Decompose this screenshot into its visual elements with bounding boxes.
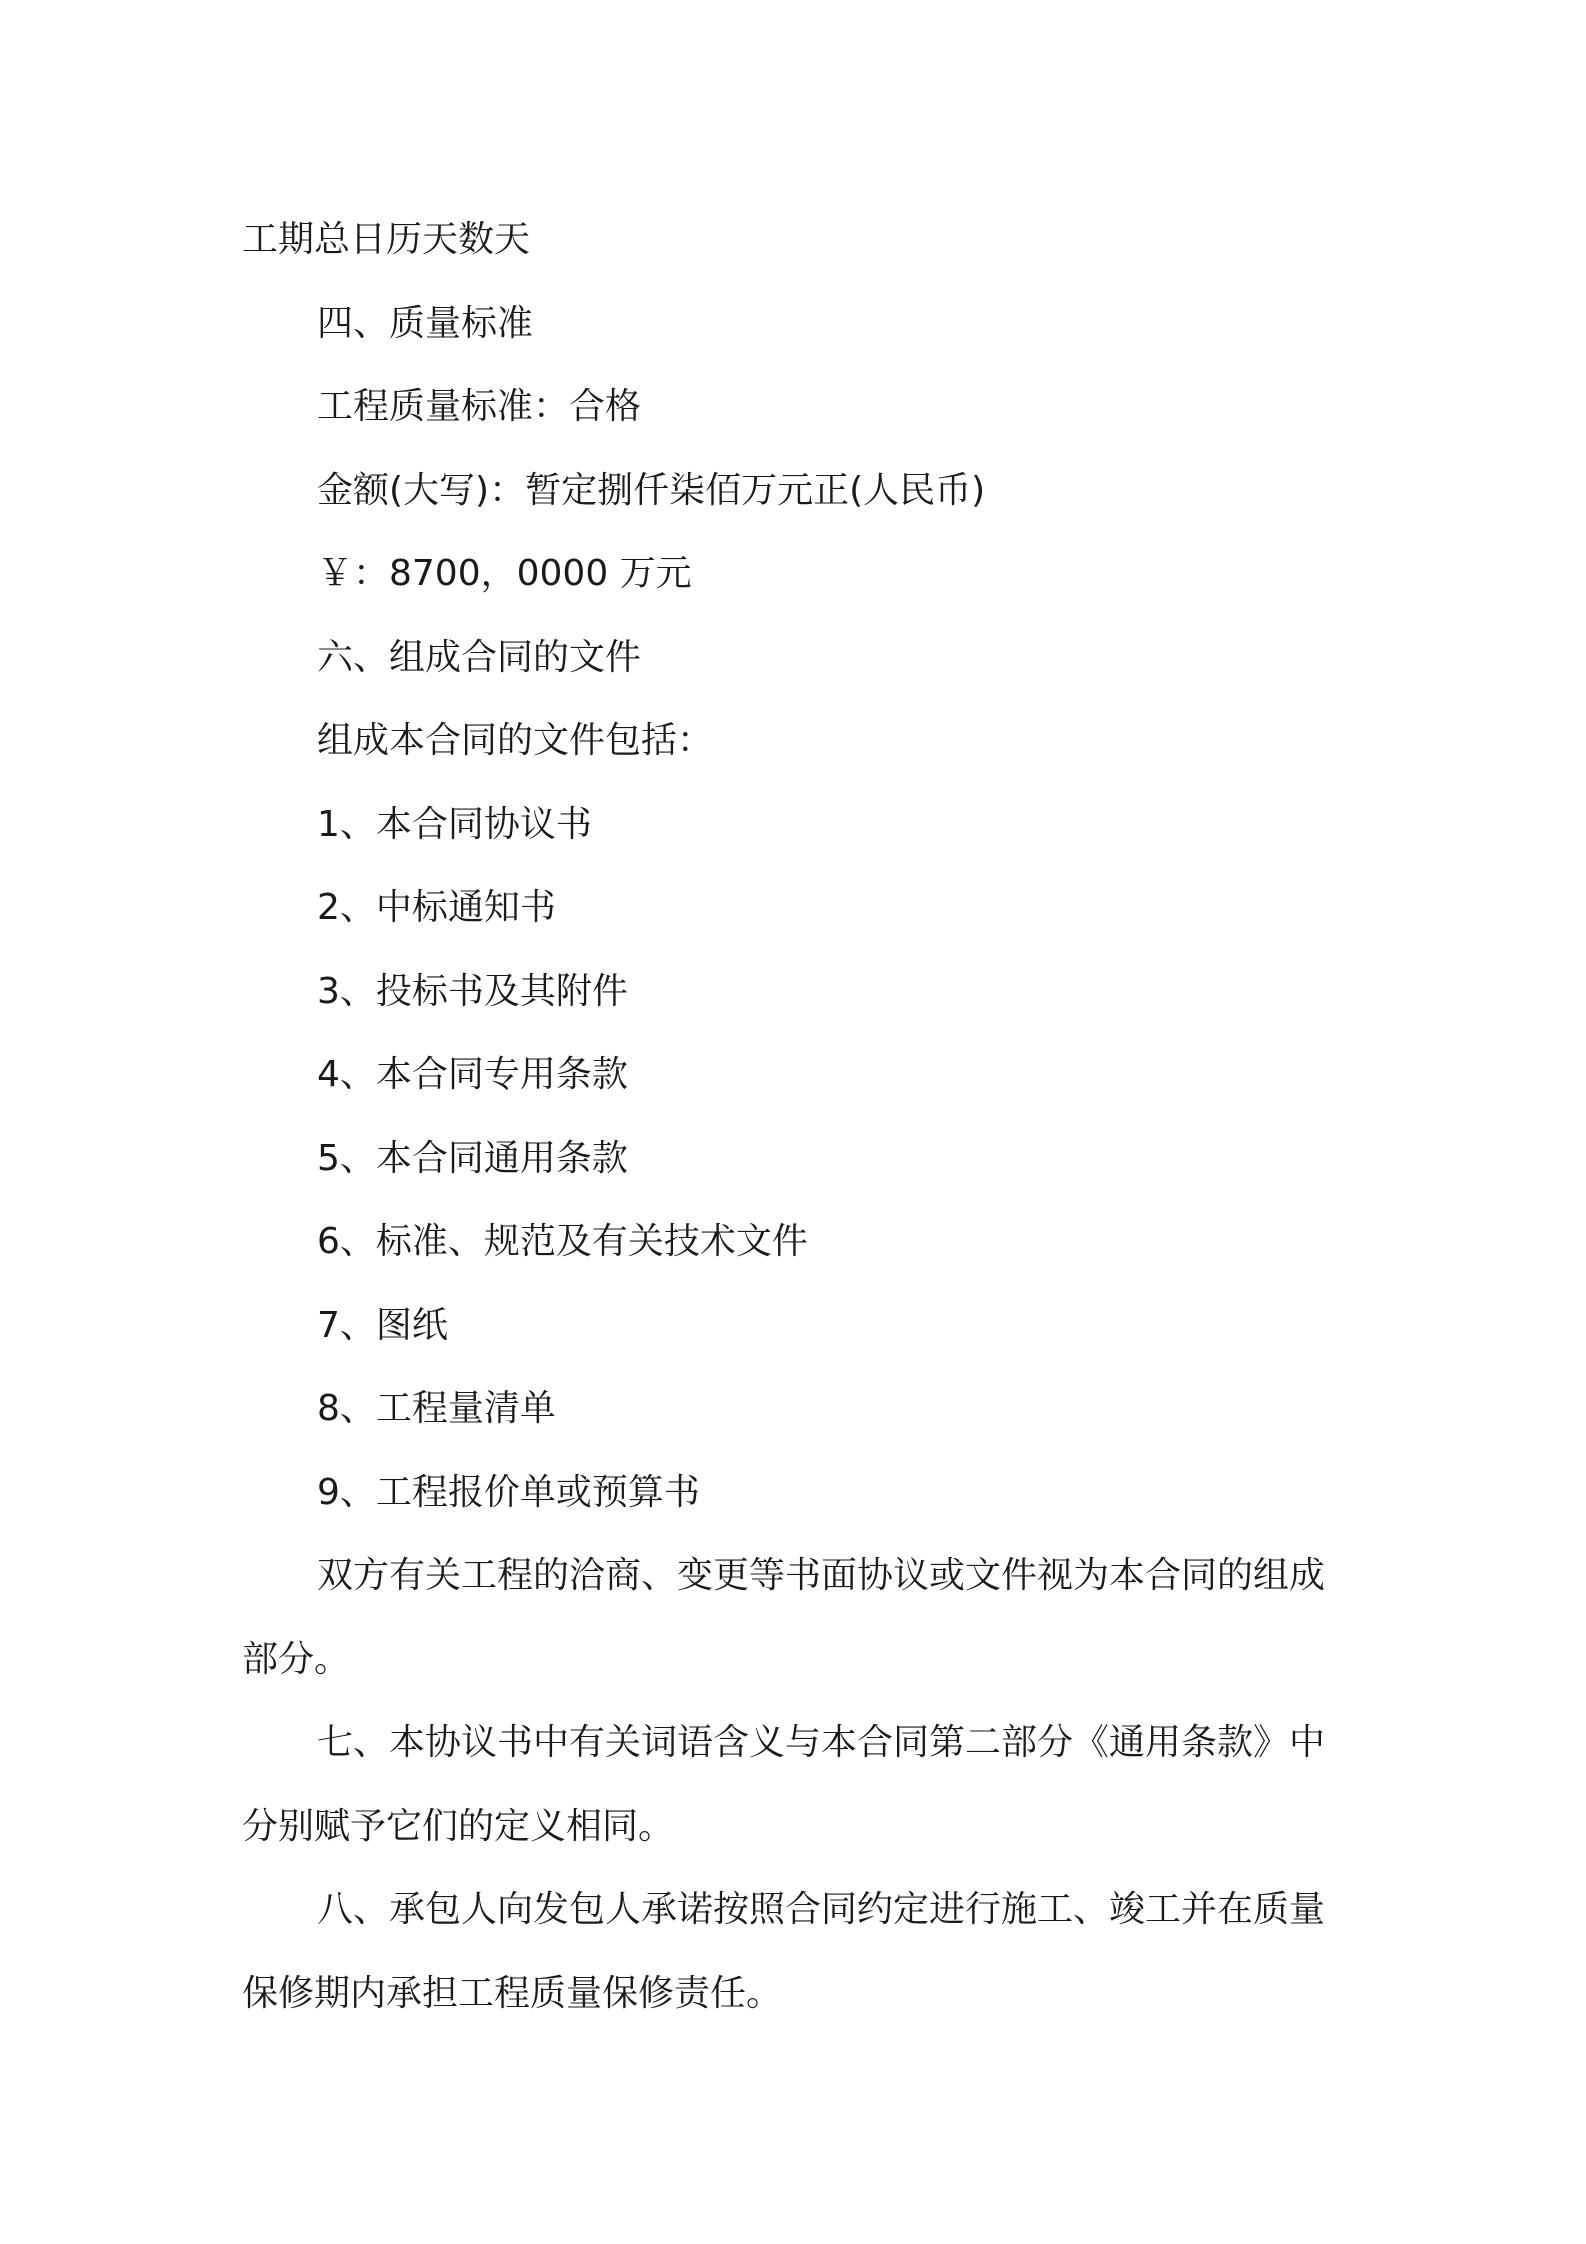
document-body (242, 198, 1360, 2035)
section-seven-definitions: 七、本协议书中有关词语含义与本合同第二部分《通用条款》中分别赋予它们的定义相同。 (242, 1722, 1326, 1847)
section-heading-quality: 四、质量标准 (317, 302, 534, 344)
negotiation-clause: 双方有关工程的洽商、变更等书面协议或文件视为本合同的组成部分。 (242, 1555, 1326, 1680)
list-item: 7、图纸 (317, 1304, 448, 1346)
amount-words-line: 金额(大写)：暂定捌仟柒佰万元正(人民币) (317, 469, 986, 511)
section-heading-contract-documents: 六、组成合同的文件 (317, 636, 642, 678)
list-item: 4、本合同专用条款 (317, 1054, 628, 1095)
duration-line: 工期总日历天数天 (242, 219, 531, 260)
list-item: 1、本合同协议书 (317, 803, 592, 845)
list-item: 6、标准、规范及有关技术文件 (317, 1221, 808, 1262)
list-item: 3、投标书及其附件 (317, 970, 628, 1012)
list-item: 2、中标通知书 (317, 887, 556, 928)
list-item: 5、本合同通用条款 (317, 1137, 628, 1179)
contract-documents-intro: 组成本合同的文件包括： (317, 720, 714, 761)
list-item: 9、工程报价单或预算书 (317, 1471, 700, 1513)
amount-figures-line: ￥：8700，0000 万元 (317, 553, 692, 594)
list-item: 8、工程量清单 (317, 1388, 556, 1429)
quality-standard-line: 工程质量标准：合格 (317, 386, 642, 427)
section-eight-commitment: 八、承包人向发包人承诺按照合同约定进行施工、竣工并在质量保修期内承担工程质量保修责任。 (242, 1889, 1326, 2014)
